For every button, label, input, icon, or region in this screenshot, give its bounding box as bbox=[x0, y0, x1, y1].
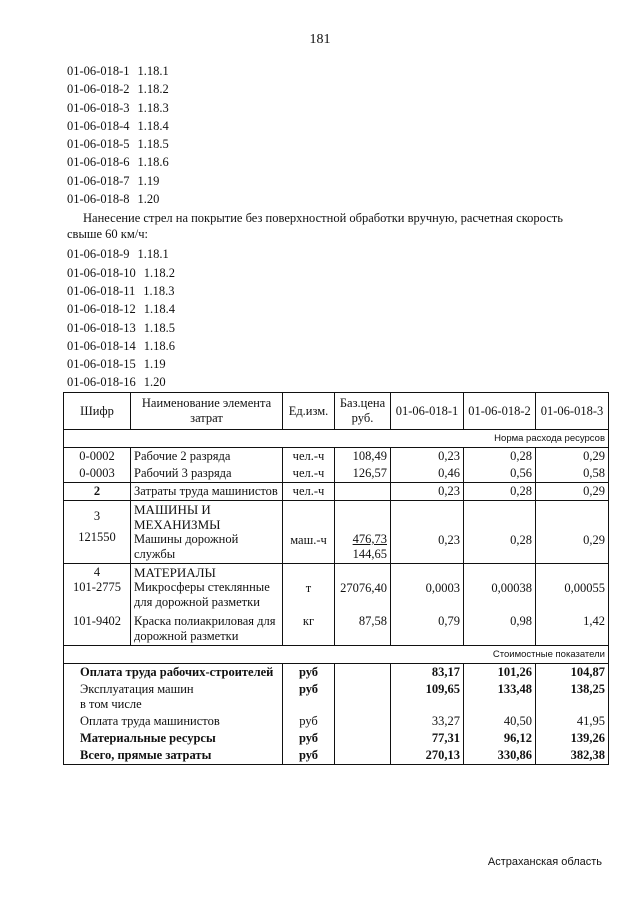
price-cell bbox=[335, 713, 391, 730]
code-row bbox=[67, 80, 587, 98]
value-cell: 77,31 bbox=[391, 730, 464, 747]
ref: 1.18.5 bbox=[137, 137, 169, 152]
value-cell: 40,50 bbox=[464, 713, 536, 730]
value-cell: 270,13 bbox=[391, 747, 464, 765]
ref: 1.20 bbox=[143, 375, 166, 390]
ref: 1.19 bbox=[137, 173, 160, 188]
band-row bbox=[64, 646, 609, 664]
header-price: Баз.цена руб. bbox=[335, 393, 391, 430]
name-cell bbox=[131, 564, 283, 612]
price-cell bbox=[335, 664, 391, 682]
band-row bbox=[64, 430, 609, 448]
code-row bbox=[67, 117, 587, 135]
code: 01-06-018-2 bbox=[67, 82, 130, 97]
ref: 1.18.1 bbox=[137, 64, 169, 78]
ref: 1.18.2 bbox=[137, 82, 169, 97]
value-cell: 0,79 bbox=[391, 611, 464, 646]
ref: 1.18.2 bbox=[143, 265, 175, 280]
price-cell bbox=[335, 681, 391, 713]
name-cell bbox=[131, 501, 283, 564]
price-cell: 87,58 bbox=[335, 611, 391, 646]
cost-note: в том числе bbox=[80, 697, 142, 711]
ref: 1.18.1 bbox=[137, 247, 169, 262]
code: 01-06-018-12 bbox=[67, 302, 136, 317]
code-row bbox=[67, 282, 587, 300]
value-cell: 1,42 bbox=[536, 611, 609, 646]
value-cell: 41,95 bbox=[536, 713, 609, 730]
code-row bbox=[67, 373, 587, 391]
price-cell bbox=[335, 747, 391, 765]
value-cell: 0,28 bbox=[464, 483, 536, 501]
price-cell bbox=[335, 483, 391, 501]
cost-name: Оплата труда машинистов bbox=[64, 713, 283, 730]
cipher: 101-2775 bbox=[73, 580, 121, 594]
value-cell: 0,98 bbox=[464, 611, 536, 646]
table-row bbox=[64, 501, 609, 564]
ref: 1.18.3 bbox=[137, 100, 169, 115]
code: 01-06-018-16 bbox=[67, 375, 136, 390]
ref: 1.18.4 bbox=[143, 302, 175, 317]
table-row bbox=[64, 730, 609, 747]
table-row bbox=[64, 564, 609, 612]
code-row bbox=[67, 190, 587, 208]
code: 01-06-018-3 bbox=[67, 100, 130, 115]
code: 01-06-018-8 bbox=[67, 192, 130, 207]
code: 01-06-018-6 bbox=[67, 155, 130, 170]
code-row bbox=[67, 62, 587, 80]
cipher-cell bbox=[64, 564, 131, 612]
value-cell: 0,23 bbox=[391, 483, 464, 501]
code-row bbox=[67, 135, 587, 153]
cipher-cell: 0-0002 bbox=[64, 448, 131, 466]
ref: 1.18.5 bbox=[143, 320, 175, 335]
price-secondary: 144,65 bbox=[352, 547, 387, 561]
code-row bbox=[67, 337, 587, 355]
header-cipher: Шифр bbox=[64, 393, 131, 430]
code-row bbox=[67, 319, 587, 337]
header-unit: Ед.изм. bbox=[283, 393, 335, 430]
unit-cell: кг bbox=[283, 611, 335, 646]
table-row bbox=[64, 448, 609, 466]
table-row bbox=[64, 747, 609, 765]
value-cell: 133,48 bbox=[464, 681, 536, 713]
unit-cell: т bbox=[283, 564, 335, 612]
unit-cell: чел.-ч bbox=[283, 483, 335, 501]
code-row bbox=[67, 153, 587, 171]
cipher-cell: 101-9402 bbox=[64, 611, 131, 646]
unit-cell: чел.-ч bbox=[283, 465, 335, 483]
code-row bbox=[67, 264, 587, 282]
resource-norms-table bbox=[63, 392, 609, 765]
unit-cell: чел.-ч bbox=[283, 448, 335, 466]
item-name: Микросферы стеклянные для дорожной разметки bbox=[134, 580, 270, 609]
value-cell: 0,0003 bbox=[391, 564, 464, 612]
value-cell: 0,29 bbox=[536, 501, 609, 564]
value-cell: 104,87 bbox=[536, 664, 609, 682]
table-row bbox=[64, 713, 609, 730]
value-cell: 0,28 bbox=[464, 448, 536, 466]
code-row bbox=[67, 99, 587, 117]
code-row bbox=[67, 172, 587, 190]
ref: 1.18.6 bbox=[137, 155, 169, 170]
section-number: 4 bbox=[93, 565, 101, 579]
footer-region: Астраханская область bbox=[487, 856, 602, 868]
table-row bbox=[64, 611, 609, 646]
name-cell: Краска полиакриловая для дорожной разметки bbox=[131, 611, 283, 646]
price-cell bbox=[335, 501, 391, 564]
cipher: 121550 bbox=[78, 530, 116, 544]
value-cell: 0,29 bbox=[536, 483, 609, 501]
value-cell: 382,38 bbox=[536, 747, 609, 765]
price-cell: 27076,40 bbox=[335, 564, 391, 612]
code-row bbox=[67, 355, 587, 373]
value-cell: 0,00055 bbox=[536, 564, 609, 612]
value-cell: 101,26 bbox=[464, 664, 536, 682]
code: 01-06-018-10 bbox=[67, 265, 136, 280]
price-cell: 126,57 bbox=[335, 465, 391, 483]
table-row bbox=[64, 681, 609, 713]
name-cell: Затраты труда машинистов bbox=[131, 483, 283, 501]
header-col3: 01-06-018-3 bbox=[536, 393, 609, 430]
section-title: МАТЕРИАЛЫ bbox=[134, 565, 216, 580]
header-col2: 01-06-018-2 bbox=[464, 393, 536, 430]
cipher-cell: 0-0003 bbox=[64, 465, 131, 483]
unit-cell: руб bbox=[283, 681, 335, 713]
unit-cell: руб bbox=[283, 664, 335, 682]
value-cell: 0,00038 bbox=[464, 564, 536, 612]
code: 01-06-018-11 bbox=[67, 283, 136, 298]
price-cell: 108,49 bbox=[335, 448, 391, 466]
section-number: 3 bbox=[93, 509, 101, 523]
table-row bbox=[64, 465, 609, 483]
code: 01-06-018-9 bbox=[67, 247, 130, 262]
value-cell: 0,23 bbox=[391, 448, 464, 466]
ref: 1.20 bbox=[137, 192, 160, 207]
code-row bbox=[67, 245, 587, 263]
ref: 1.18.6 bbox=[143, 338, 175, 353]
value-cell: 0,29 bbox=[536, 448, 609, 466]
header-name: Наименование элемента затрат bbox=[131, 393, 283, 430]
name-cell: Рабочие 2 разряда bbox=[131, 448, 283, 466]
ref: 1.19 bbox=[143, 357, 166, 372]
value-cell: 83,17 bbox=[391, 664, 464, 682]
value-cell: 0,46 bbox=[391, 465, 464, 483]
table-row bbox=[64, 483, 609, 501]
unit-cell: маш.-ч bbox=[283, 501, 335, 564]
unit-cell: руб bbox=[283, 747, 335, 765]
value-cell: 109,65 bbox=[391, 681, 464, 713]
name-cell: Рабочий 3 разряда bbox=[131, 465, 283, 483]
cost-name-cell bbox=[64, 681, 283, 713]
code: 01-06-018-5 bbox=[67, 137, 130, 152]
table-row bbox=[64, 664, 609, 682]
band-norms: Норма расхода ресурсов bbox=[64, 430, 609, 448]
code: 01-06-018-4 bbox=[67, 118, 130, 133]
cost-name: Материальные ресурсы bbox=[64, 730, 283, 747]
cost-name: Всего, прямые затраты bbox=[64, 747, 283, 765]
section-note: Нанесение стрел на покрытие без поверхностной обработки вручную, расчетная скорость свыше 60 км/ч: bbox=[67, 211, 563, 242]
value-cell: 0,28 bbox=[464, 501, 536, 564]
price-cell bbox=[335, 730, 391, 747]
value-cell: 0,56 bbox=[464, 465, 536, 483]
header-row bbox=[64, 393, 609, 430]
value-cell: 138,25 bbox=[536, 681, 609, 713]
item-name: Машины дорожной службы bbox=[134, 532, 239, 561]
unit-cell: руб bbox=[283, 713, 335, 730]
code-list bbox=[67, 62, 587, 392]
page-number: 181 bbox=[309, 32, 331, 47]
code: 01-06-018-15 bbox=[67, 357, 136, 372]
value-cell: 0,23 bbox=[391, 501, 464, 564]
value-cell: 96,12 bbox=[464, 730, 536, 747]
price: 476,73 bbox=[352, 532, 387, 546]
section-title: МАШИНЫ И МЕХАНИЗМЫ bbox=[134, 502, 221, 532]
value-cell: 330,86 bbox=[464, 747, 536, 765]
cost-name: Оплата труда рабочих-строителей bbox=[64, 664, 283, 682]
cipher-cell bbox=[64, 501, 131, 564]
code: 01-06-018-14 bbox=[67, 338, 136, 353]
band-costs: Стоимостные показатели bbox=[64, 646, 609, 664]
code-row bbox=[67, 300, 587, 318]
cipher-cell: 2 bbox=[64, 483, 131, 501]
ref: 1.18.3 bbox=[143, 283, 175, 298]
code: 01-06-018-7 bbox=[67, 173, 130, 188]
value-cell: 0,58 bbox=[536, 465, 609, 483]
value-cell: 33,27 bbox=[391, 713, 464, 730]
code: 01-06-018-13 bbox=[67, 320, 136, 335]
ref: 1.18.4 bbox=[137, 118, 169, 133]
cost-name: Эксплуатация машин bbox=[80, 682, 194, 696]
header-col1: 01-06-018-1 bbox=[391, 393, 464, 430]
value-cell: 139,26 bbox=[536, 730, 609, 747]
unit-cell: руб bbox=[283, 730, 335, 747]
code: 01-06-018-1 bbox=[67, 64, 130, 78]
